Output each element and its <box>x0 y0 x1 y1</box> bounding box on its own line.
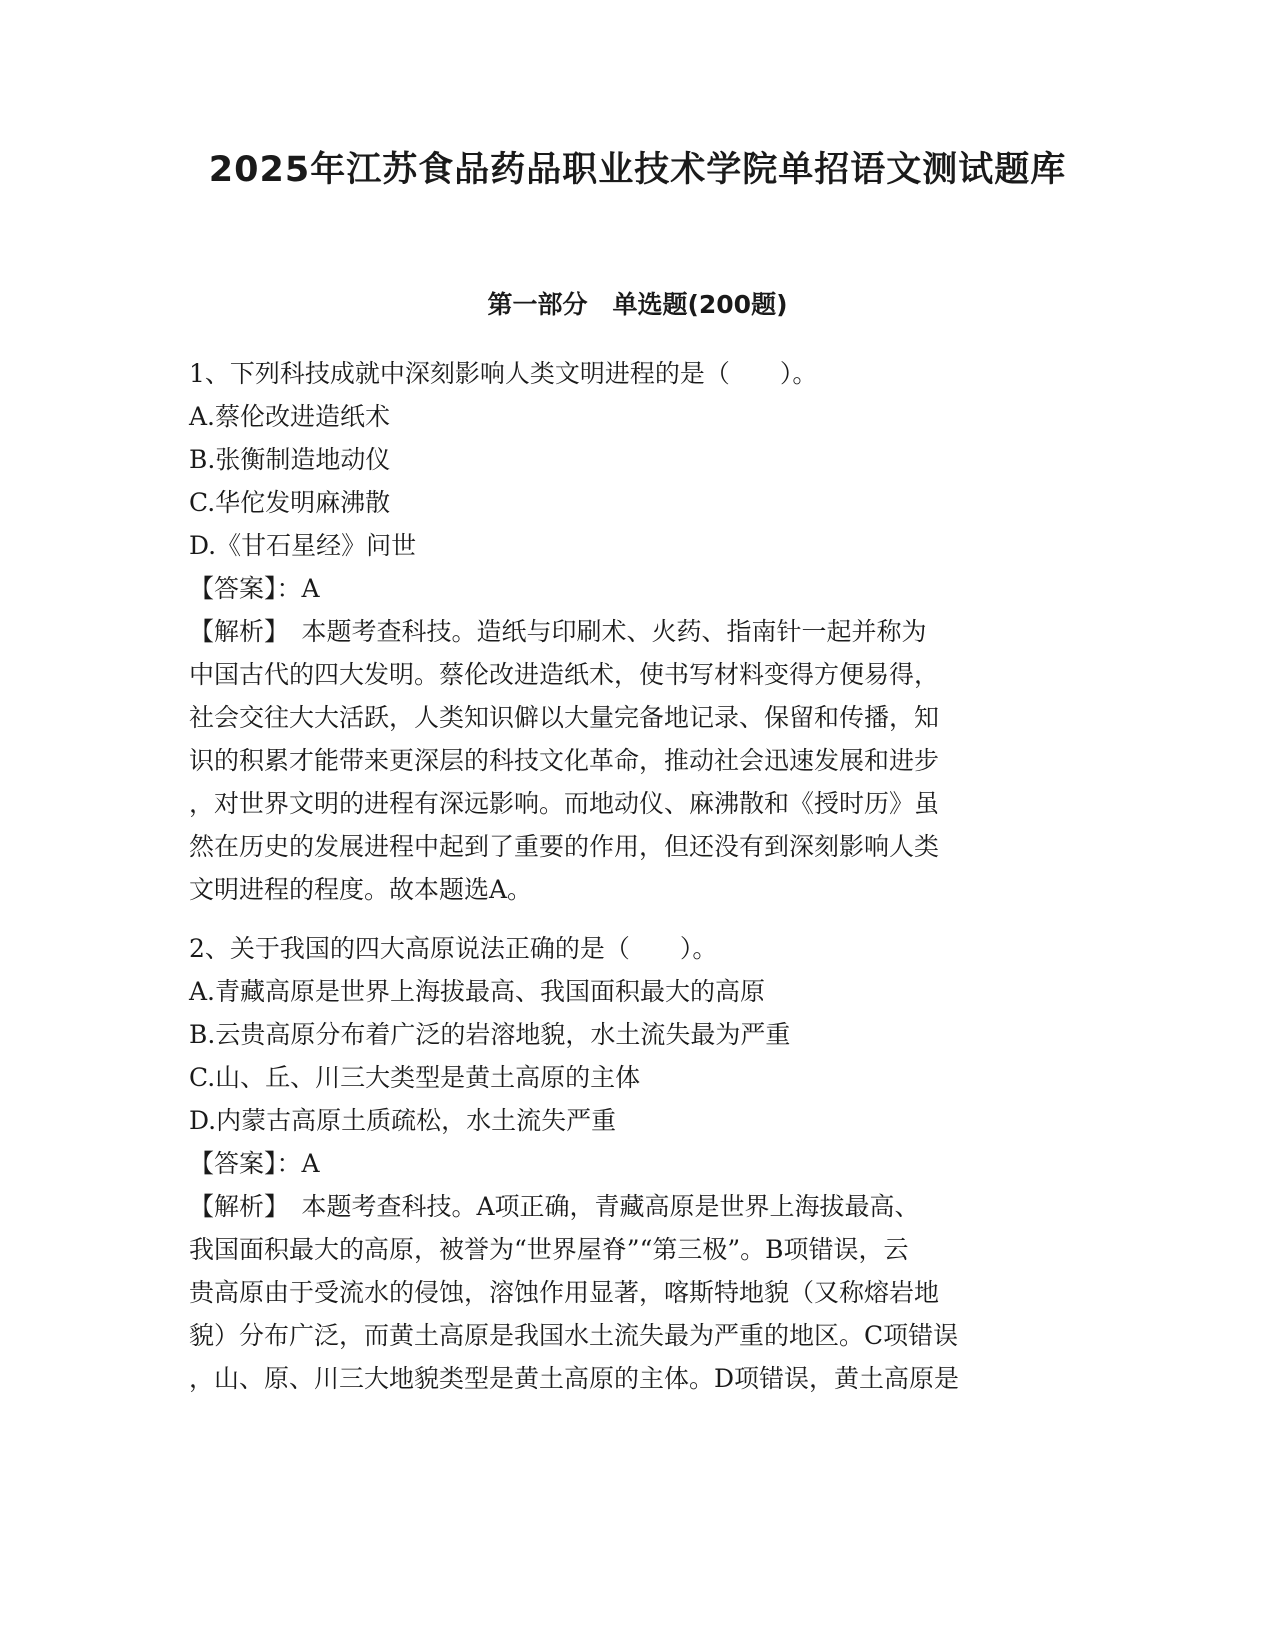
analysis-line: 我国面积最大的高原，被誉为“世界屋脊”“第三极”。B项错误，云 <box>189 1235 909 1264</box>
analysis-line: 识的积累才能带来更深层的科技文化革命，推动社会迅速发展和进步 <box>189 746 940 775</box>
option-d: D.《甘石星经》问世 <box>189 531 417 560</box>
option-c: C.华佗发明麻沸散 <box>189 488 391 517</box>
option-a: A.青藏高原是世界上海拔最高、我国面积最大的高原 <box>189 977 766 1006</box>
question-list <box>189 352 1089 1400</box>
section-title: 第一部分 单选题(200题) <box>487 290 788 319</box>
analysis-line: 中国古代的四大发明。蔡伦改进造纸术，使书写材料变得方便易得， <box>189 660 940 689</box>
analysis-line: ，山、原、川三大地貌类型是黄土高原的主体。D项错误，黄土高原是 <box>189 1364 960 1393</box>
analysis-line: 【解析】 本题考查科技。造纸与印刷术、火药、指南针一起并称为 <box>189 617 927 646</box>
question-stem: 2、关于我国的四大高原说法正确的是（ ）。 <box>189 934 718 963</box>
document-title: 2025年江苏食品药品职业技术学院单招语文测试题库 <box>208 150 1067 190</box>
analysis-block <box>189 1185 1089 1400</box>
analysis-line: 貌）分布广泛，而黄土高原是我国水土流失最为严重的地区。C项错误 <box>189 1321 959 1350</box>
option-b: B.云贵高原分布着广泛的岩溶地貌，水土流失最为严重 <box>189 1020 791 1049</box>
answer-line: 【答案】：A <box>189 574 320 603</box>
question-item <box>189 352 1089 911</box>
analysis-line: 【解析】 本题考查科技。A项正确，青藏高原是世界上海拔最高、 <box>189 1192 920 1221</box>
question-spacer <box>189 911 1089 927</box>
analysis-line: ，对世界文明的进程有深远影响。而地动仪、麻沸散和《授时历》虽 <box>189 789 940 818</box>
option-a: A.蔡伦改进造纸术 <box>189 402 391 431</box>
analysis-line: 贵高原由于受流水的侵蚀，溶蚀作用显著，喀斯特地貌（又称熔岩地 <box>189 1278 940 1307</box>
analysis-block <box>189 610 1089 911</box>
option-b: B.张衡制造地动仪 <box>189 445 391 474</box>
question-stem: 1、下列科技成就中深刻影响人类文明进程的是（ ）。 <box>189 359 818 388</box>
question-item <box>189 927 1089 1400</box>
analysis-line: 社会交往大大活跃，人类知识僻以大量完备地记录、保留和传播，知 <box>189 703 940 732</box>
analysis-line: 然在历史的发展进程中起到了重要的作用，但还没有到深刻影响人类 <box>189 832 940 861</box>
analysis-line: 文明进程的程度。故本题选A。 <box>189 875 533 904</box>
answer-line: 【答案】：A <box>189 1149 320 1178</box>
option-c: C.山、丘、川三大类型是黄土高原的主体 <box>189 1063 641 1092</box>
option-d: D.内蒙古高原土质疏松，水土流失严重 <box>189 1106 617 1135</box>
